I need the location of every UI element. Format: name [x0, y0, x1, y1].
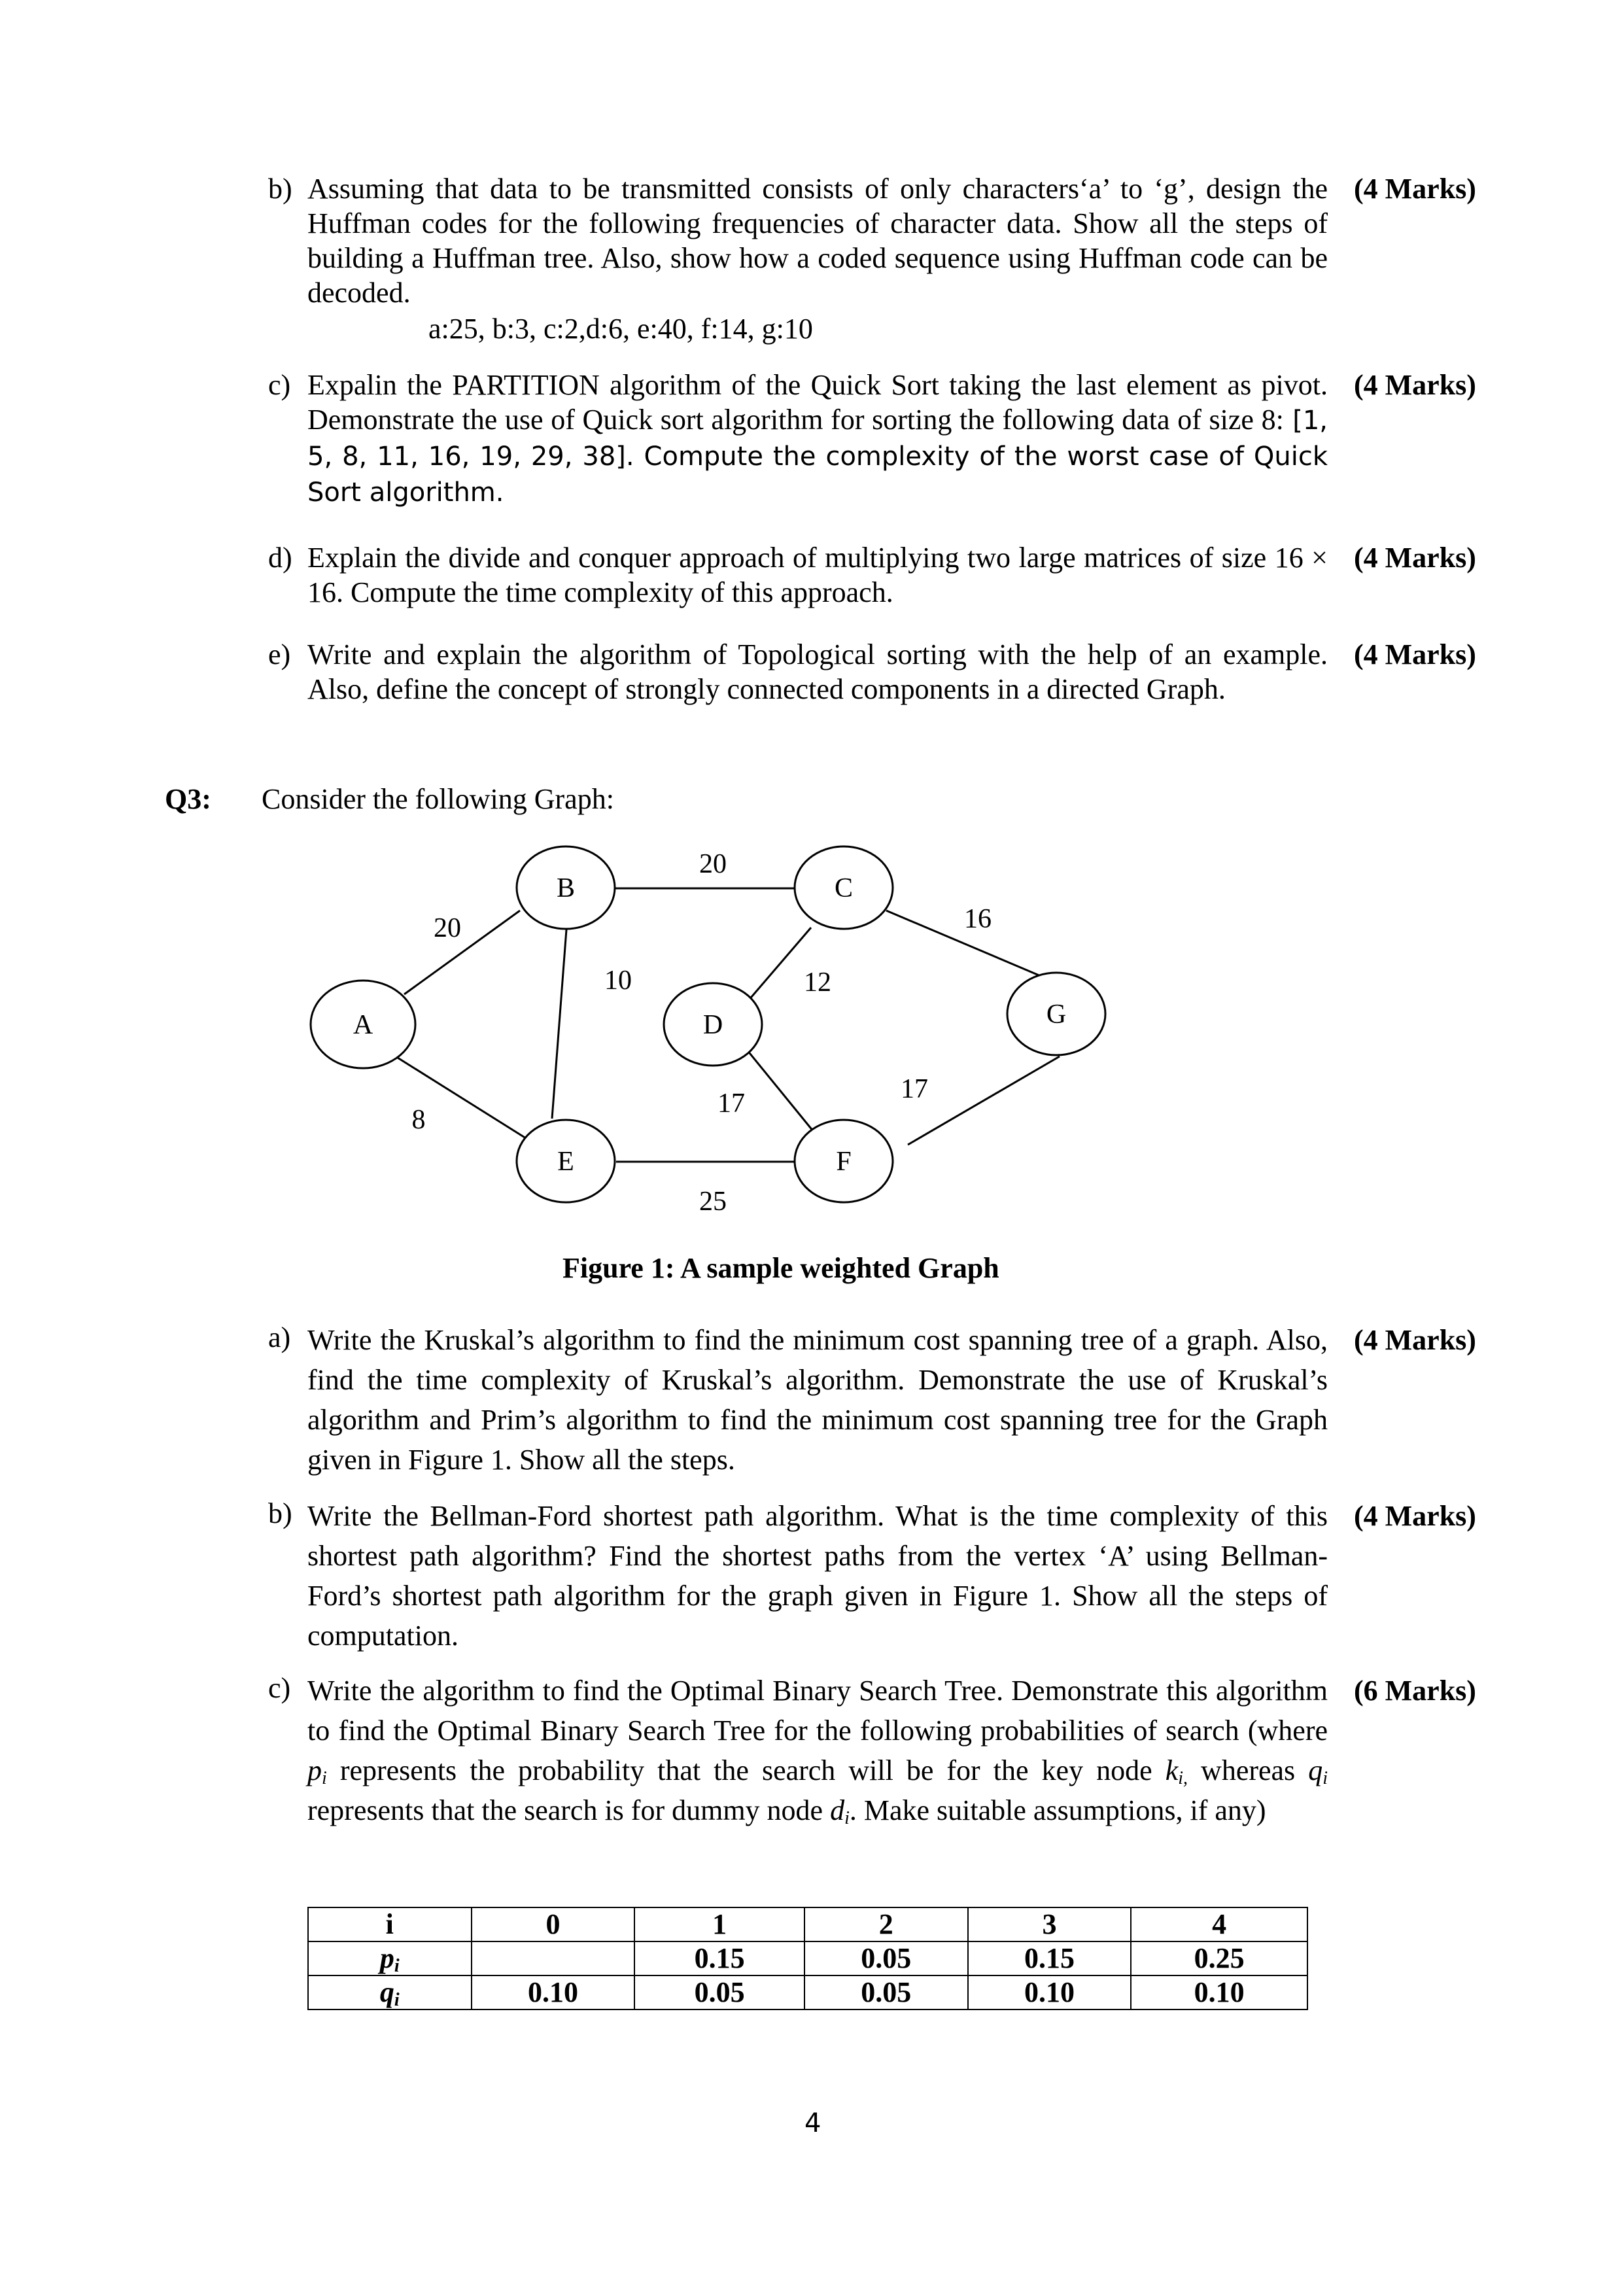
subscript: i [1322, 1768, 1328, 1788]
marks-label: (6 Marks) [1354, 1675, 1476, 1707]
edge-weight: 10 [604, 965, 632, 996]
table-row [308, 1941, 1307, 1975]
huffman-frequencies: a:25, b:3, c:2,d:6, e:40, f:14, g:10 [428, 313, 813, 345]
question-text [307, 368, 1328, 510]
text-part: . Make suitable assumptions, if any) [849, 1794, 1266, 1826]
row-label-text: p [379, 1942, 394, 1974]
edge-d-f [744, 1047, 816, 1135]
question-text: Assuming that data to be transmitted consists of only characters‘a’ to ‘g’, design the Huffman codes for the following frequencies of character data. Show all the steps of building a Huffman tree. Also, show how a coded sequence using Huffman code can be decoded. [307, 173, 1328, 309]
question-letter: b) [268, 173, 292, 205]
edge-f-g [908, 1056, 1060, 1145]
variable-k: k [1165, 1754, 1179, 1786]
weighted-graph-figure [288, 844, 1132, 1236]
table-cell: 0.05 [634, 1975, 804, 2009]
edge-weight: 16 [964, 904, 992, 934]
node-label: B [556, 873, 576, 903]
text-part: represents the probability that the search will be for the key node [326, 1754, 1166, 1786]
question-2e [268, 637, 1328, 706]
question-text: Explain the divide and conquer approach of multiplying two large matrices of size 16 × 16. Compute the time complexity of this approach. [307, 542, 1328, 608]
question-2c [268, 368, 1328, 510]
marks-label: (4 Marks) [1354, 173, 1476, 205]
row-label-p [308, 1941, 472, 1975]
edge-c-d [744, 928, 811, 1006]
subscript: i [394, 1956, 400, 1976]
page-number: 4 [804, 2108, 821, 2138]
table-cell: 0.15 [634, 1941, 804, 1975]
text-part: whereas [1188, 1754, 1309, 1786]
question-3-intro: Consider the following Graph: [262, 783, 614, 815]
question-text [307, 1671, 1328, 1830]
marks-label: (4 Marks) [1354, 542, 1476, 574]
question-3a [268, 1320, 1328, 1480]
node-label: G [1046, 1000, 1067, 1030]
variable-q: q [1308, 1754, 1323, 1786]
question-letter: c) [268, 369, 291, 401]
marks-label: (4 Marks) [1354, 1500, 1476, 1532]
question-3b [268, 1496, 1328, 1656]
edge-weight: 17 [901, 1074, 928, 1104]
question-letter: a) [268, 1321, 291, 1353]
table-cell: 0.05 [804, 1941, 968, 1975]
question-text: Write and explain the algorithm of Topological sorting with the help of an example. Also, define the concept of strongly connected components in a directed Graph. [307, 638, 1328, 705]
node-label: C [834, 873, 854, 903]
table-header-cell: 2 [804, 1907, 968, 1941]
table-cell: 0.10 [1131, 1975, 1307, 2009]
question-3-label: Q3: [165, 783, 211, 815]
text-part: Write the algorithm to find the Optimal Binary Search Tree. Demonstrate this algorithm to find the Optimal Binary Search Tree for the following probabilities of search (where [307, 1675, 1328, 1747]
edge-weight: 8 [411, 1105, 426, 1135]
table-header-cell: 0 [472, 1907, 635, 1941]
subscript: i [322, 1768, 327, 1788]
question-letter: b) [268, 1497, 292, 1529]
question-3c [268, 1671, 1328, 1830]
edge-weight: 20 [434, 913, 461, 943]
marks-label: (4 Marks) [1354, 369, 1476, 401]
node-label: E [557, 1147, 574, 1177]
table-cell: 0.05 [804, 1975, 968, 2009]
table-row [308, 1975, 1307, 2009]
table-cell: 0.15 [968, 1941, 1132, 1975]
question-2d [268, 540, 1328, 610]
marks-label: (4 Marks) [1354, 1324, 1476, 1356]
edge-a-b [404, 911, 520, 994]
row-label-q [308, 1975, 472, 2009]
question-text-data: [1, 5, 8, 11, 16, 19, 29, 38]. Compute the complexity of the worst case of Quick Sort algorithm. [307, 406, 1328, 508]
variable-d: d [830, 1794, 845, 1826]
edge-weight: 12 [804, 967, 831, 998]
table-cell: 0.25 [1131, 1941, 1307, 1975]
table-cell: 0.10 [472, 1975, 635, 2009]
table-header-cell: 4 [1131, 1907, 1307, 1941]
table-cell [472, 1941, 635, 1975]
edge-weight: 20 [699, 849, 727, 879]
edge-weight: 17 [717, 1088, 745, 1119]
node-label: F [836, 1147, 852, 1177]
table-cell: 0.10 [968, 1975, 1132, 2009]
question-letter: e) [268, 638, 291, 670]
edge-weight: 25 [699, 1187, 727, 1217]
node-label: A [353, 1010, 373, 1040]
question-text: Write the Kruskal’s algorithm to find the minimum cost spanning tree of a graph. Also, find the time complexity of Kruskal’s algorithm. Demonstrate the use of Kruskal’s algorithm and Prim’s algorithm to find the minimum cost spanning tree for the Graph given in Figure 1. Show all the steps. [307, 1324, 1328, 1476]
subscript: i [394, 1990, 400, 2010]
figure-caption: Figure 1: A sample weighted Graph [562, 1252, 999, 1284]
edge-b-e [552, 913, 568, 1119]
table-row [308, 1907, 1307, 1941]
node-label: D [702, 1010, 723, 1040]
text-part: represents that the search is for dummy node [307, 1794, 831, 1826]
table-header-cell: 1 [634, 1907, 804, 1941]
subscript: i [844, 1808, 850, 1828]
question-text-part: Expalin the PARTITION algorithm of the Quick Sort taking the last element as pivot. Demonstrate the use of Quick sort algorithm for sorting the following data of size 8: [307, 369, 1328, 436]
subscript: i, [1178, 1768, 1188, 1788]
table-header-cell: 3 [968, 1907, 1132, 1941]
probability-table [307, 1907, 1308, 2010]
question-text: Write the Bellman-Ford shortest path algorithm. What is the time complexity of this shortest path algorithm? Find the shortest paths from the vertex ‘A’ using Bellman-Ford’s shortest path algorithm for the graph given in Figure 1. Show all the steps of computation. [307, 1500, 1328, 1652]
variable-p: p [307, 1754, 322, 1786]
table-header-cell: i [308, 1907, 472, 1941]
question-2b [268, 171, 1328, 310]
row-label-text: q [379, 1976, 394, 2008]
question-letter: c) [268, 1672, 291, 1704]
marks-label: (4 Marks) [1354, 638, 1476, 670]
question-letter: d) [268, 542, 292, 574]
